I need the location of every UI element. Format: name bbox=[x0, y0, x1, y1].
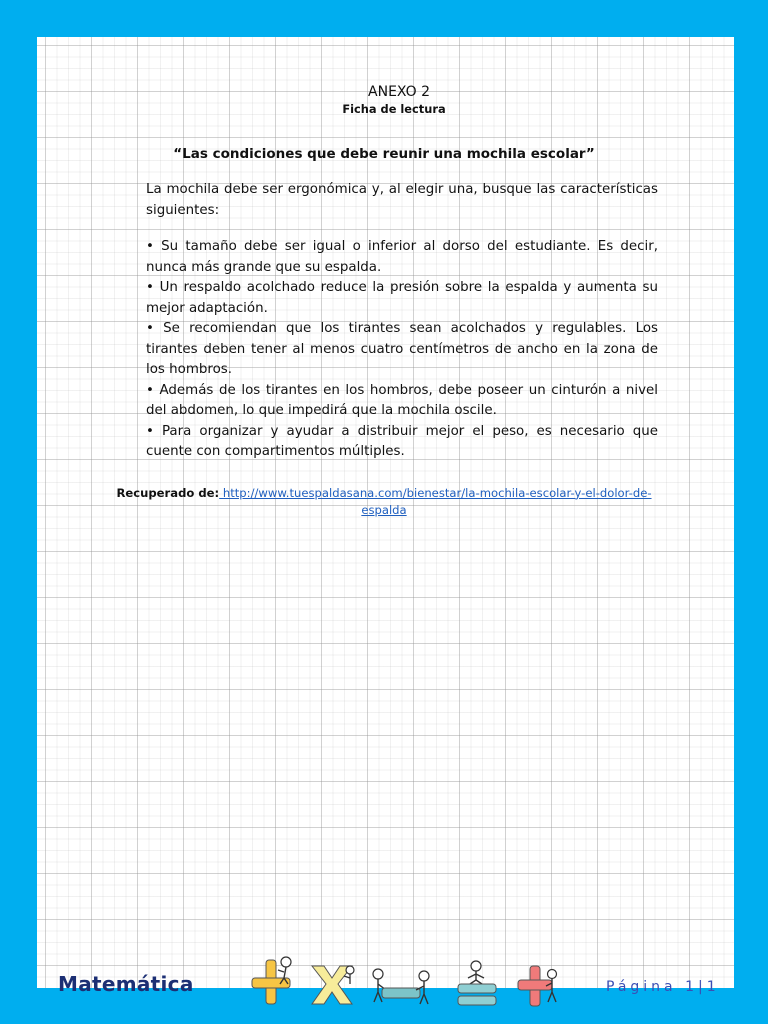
plus-sign-figure-icon bbox=[252, 957, 291, 1004]
list-item: • Su tamaño debe ser igual o inferior al dorso del estudiante. Es decir, nunca más grande que su espalda. bbox=[146, 239, 658, 275]
list-item: • Un respaldo acolchado reduce la presión sobre la espalda y aumenta su mejor adaptación. bbox=[146, 280, 658, 316]
characteristics-list bbox=[146, 237, 658, 463]
list-item: • Además de los tirantes en los hombros, debe poseer un cinturón a nivel del abdomen, lo que impedirá que la mochila oscile. bbox=[146, 382, 658, 418]
list-item: • Se recomiendan que los tirantes sean acolchados y regulables. Los tirantes deben tener al menos cuatro centímetros de ancho en la zona de los hombros. bbox=[146, 321, 658, 377]
plus-sign-red-figure-icon bbox=[518, 966, 557, 1006]
document-body bbox=[110, 84, 658, 519]
subject-title: Matemática bbox=[58, 972, 194, 996]
source-link[interactable]: http://www.tuespaldasana.com/bienestar/la-mochila-escolar-y-el-dolor-de-espalda bbox=[219, 485, 652, 517]
annex-heading: ANEXO 2 bbox=[368, 84, 430, 100]
reading-sheet-subtitle: Ficha de lectura bbox=[342, 102, 446, 116]
math-figures-banner bbox=[250, 954, 570, 1014]
intro-paragraph: La mochila debe ser ergonómica y, al elegir una, busque las características siguientes: bbox=[146, 182, 658, 218]
source-citation bbox=[110, 485, 658, 519]
list-item: • Para organizar y ayudar a distribuir mejor el peso, es necesario que cuente con compartimentos múltiples. bbox=[146, 423, 658, 459]
page-number: Página 1|1 bbox=[606, 979, 720, 995]
minus-sign-figures-icon bbox=[373, 969, 429, 1004]
source-label: Recuperado de: bbox=[116, 485, 220, 500]
reading-title: “Las condiciones que debe reunir una mochila escolar” bbox=[173, 146, 595, 162]
times-sign-figure-icon bbox=[312, 966, 354, 1004]
equals-sign-figure-icon bbox=[458, 961, 496, 1005]
